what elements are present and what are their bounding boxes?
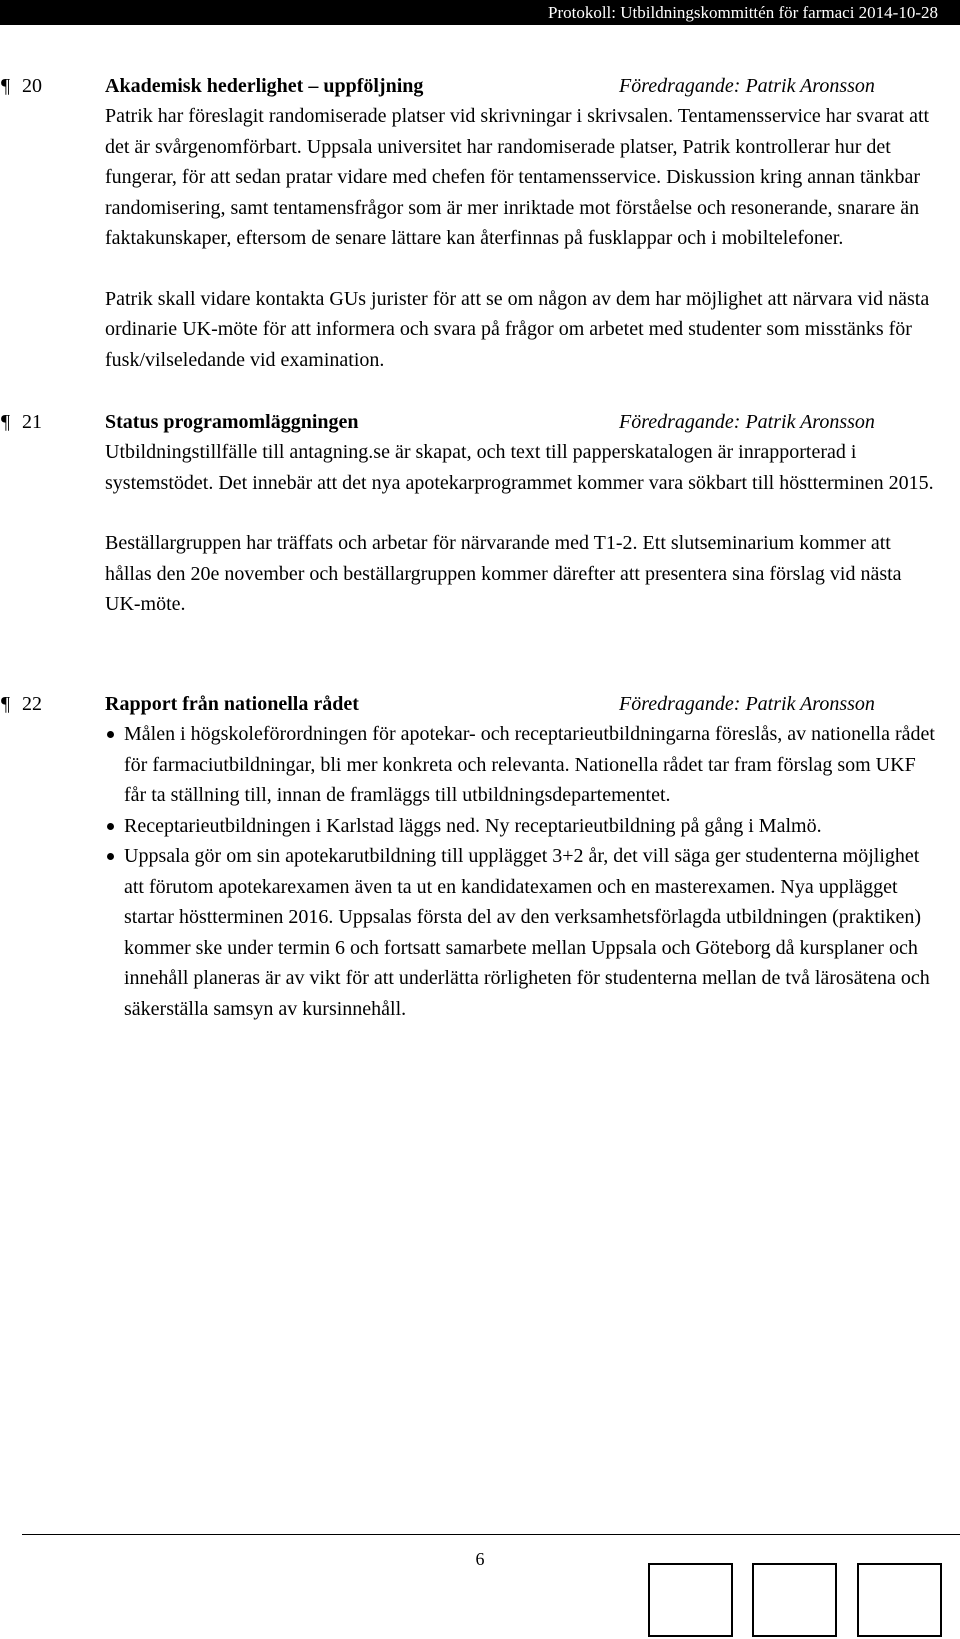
pilcrow-mark: ¶	[1, 411, 11, 433]
agenda-item-22	[0, 689, 960, 1024]
item-title: Rapport från nationella rådet	[105, 693, 359, 715]
agenda-item-heading	[0, 689, 960, 719]
list-item-text: Receptarieutbildningen i Karlstad läggs ned. Ny receptarieutbildning på gång i Malmö.	[124, 814, 822, 837]
signature-boxes	[645, 1563, 960, 1639]
list-item-text: Målen i högskoleförordningen för apotekar- och receptarieutbildningarna föreslås, av nationella rådet för farmaciutbildningar, bli mer konkreta och relevanta. Nationella rådet tar fram förslag som UKF får ta ställning till, innan de framläggs till utbildningsdepartementet.	[124, 723, 935, 806]
item-paragraph: Utbildningstillfälle till antagning.se är skapat, och text till papperskatalogen är inrapporterad i systemstödet. Det innebär att det nya apotekarprogrammet kommer vara sökbart till höstterminen 2015.	[105, 441, 934, 494]
bullet-icon	[107, 823, 114, 830]
page-number: 6	[475, 1549, 485, 1569]
initials-box	[857, 1563, 942, 1637]
bullet-icon	[107, 731, 114, 738]
bullet-list	[0, 719, 936, 1024]
item-paragraph: Beställargruppen har träffats och arbetar för närvarande med T1-2. Ett slutseminarium kommer att hållas den 20e november och beställargruppen kommer därefter att presentera sina förslag vid nästa UK-möte.	[105, 532, 902, 615]
list-item-text: Uppsala gör om sin apotekarutbildning till upplägget 3+2 år, det vill säga ger studenterna möjlighet att förutom apotekarexamen även ta ut en kandidatexamen och en masterexamen. Nya upplägget startar höstterminen 2016. Uppsalas första del av den verksamhetsförlagda utbildningen (praktiken) kommer ske under termin 6 och fortsatt samarbete mellan Uppsala och Göteborg då kursplaner och innehåll planeras är av vikt för att underlätta rörligheten för studenterna mellan de två lärosätena och säkerställa samsyn av kursinnehåll.	[124, 845, 930, 1020]
item-presenter: Föredragande: Patrik Aronsson	[619, 411, 875, 433]
agenda-item-20	[0, 71, 960, 375]
item-presenter: Föredragande: Patrik Aronsson	[619, 75, 875, 97]
agenda-item-heading	[0, 71, 960, 101]
item-number: 21	[22, 411, 42, 433]
list-item	[124, 811, 936, 842]
bullet-icon	[107, 853, 114, 860]
pilcrow-mark: ¶	[1, 75, 11, 97]
initials-box	[752, 1563, 837, 1637]
item-number: 22	[22, 693, 42, 715]
item-number: 20	[22, 75, 42, 97]
item-paragraph: Patrik skall vidare kontakta GUs jurister för att se om någon av dem har möjlighet att närvara vid nästa ordinarie UK-möte för att informera och svara på frågor om arbetet med studenter som misstänks för fusk/vilseledande vid examination.	[105, 287, 930, 371]
footer-divider	[22, 1534, 960, 1535]
initials-box	[648, 1563, 733, 1637]
agenda-item-heading	[0, 407, 960, 437]
header-text: Protokoll: Utbildningskommittén för farmaci 2014-10-28	[547, 3, 938, 22]
item-title: Akademisk hederlighet – uppföljning	[105, 75, 424, 97]
document-header	[0, 0, 960, 25]
list-item	[124, 719, 936, 811]
item-title: Status programomläggningen	[105, 411, 359, 433]
list-item	[124, 841, 936, 1024]
item-presenter: Föredragande: Patrik Aronsson	[619, 693, 875, 715]
agenda-item-21	[0, 407, 960, 620]
pilcrow-mark: ¶	[1, 693, 11, 715]
item-paragraph: Patrik har föreslagit randomiserade platser vid skrivningar i skrivsalen. Tentamensservice har svarat att det är svårgenomförbart. Uppsala universitet har randomiserade platser, Patrik kontrollerar hur det fungerar, för att sedan pratar vidare med chefen för tentamensservice. Diskussion kring annan tänkbar randomisering, samt tentamensfrågor som är mer inriktade mot förståelse och resonerande, snarare än faktakunskaper, eftersom de senare lättare kan återfinnas på fusklappar och i mobiltelefoner.	[105, 105, 930, 249]
